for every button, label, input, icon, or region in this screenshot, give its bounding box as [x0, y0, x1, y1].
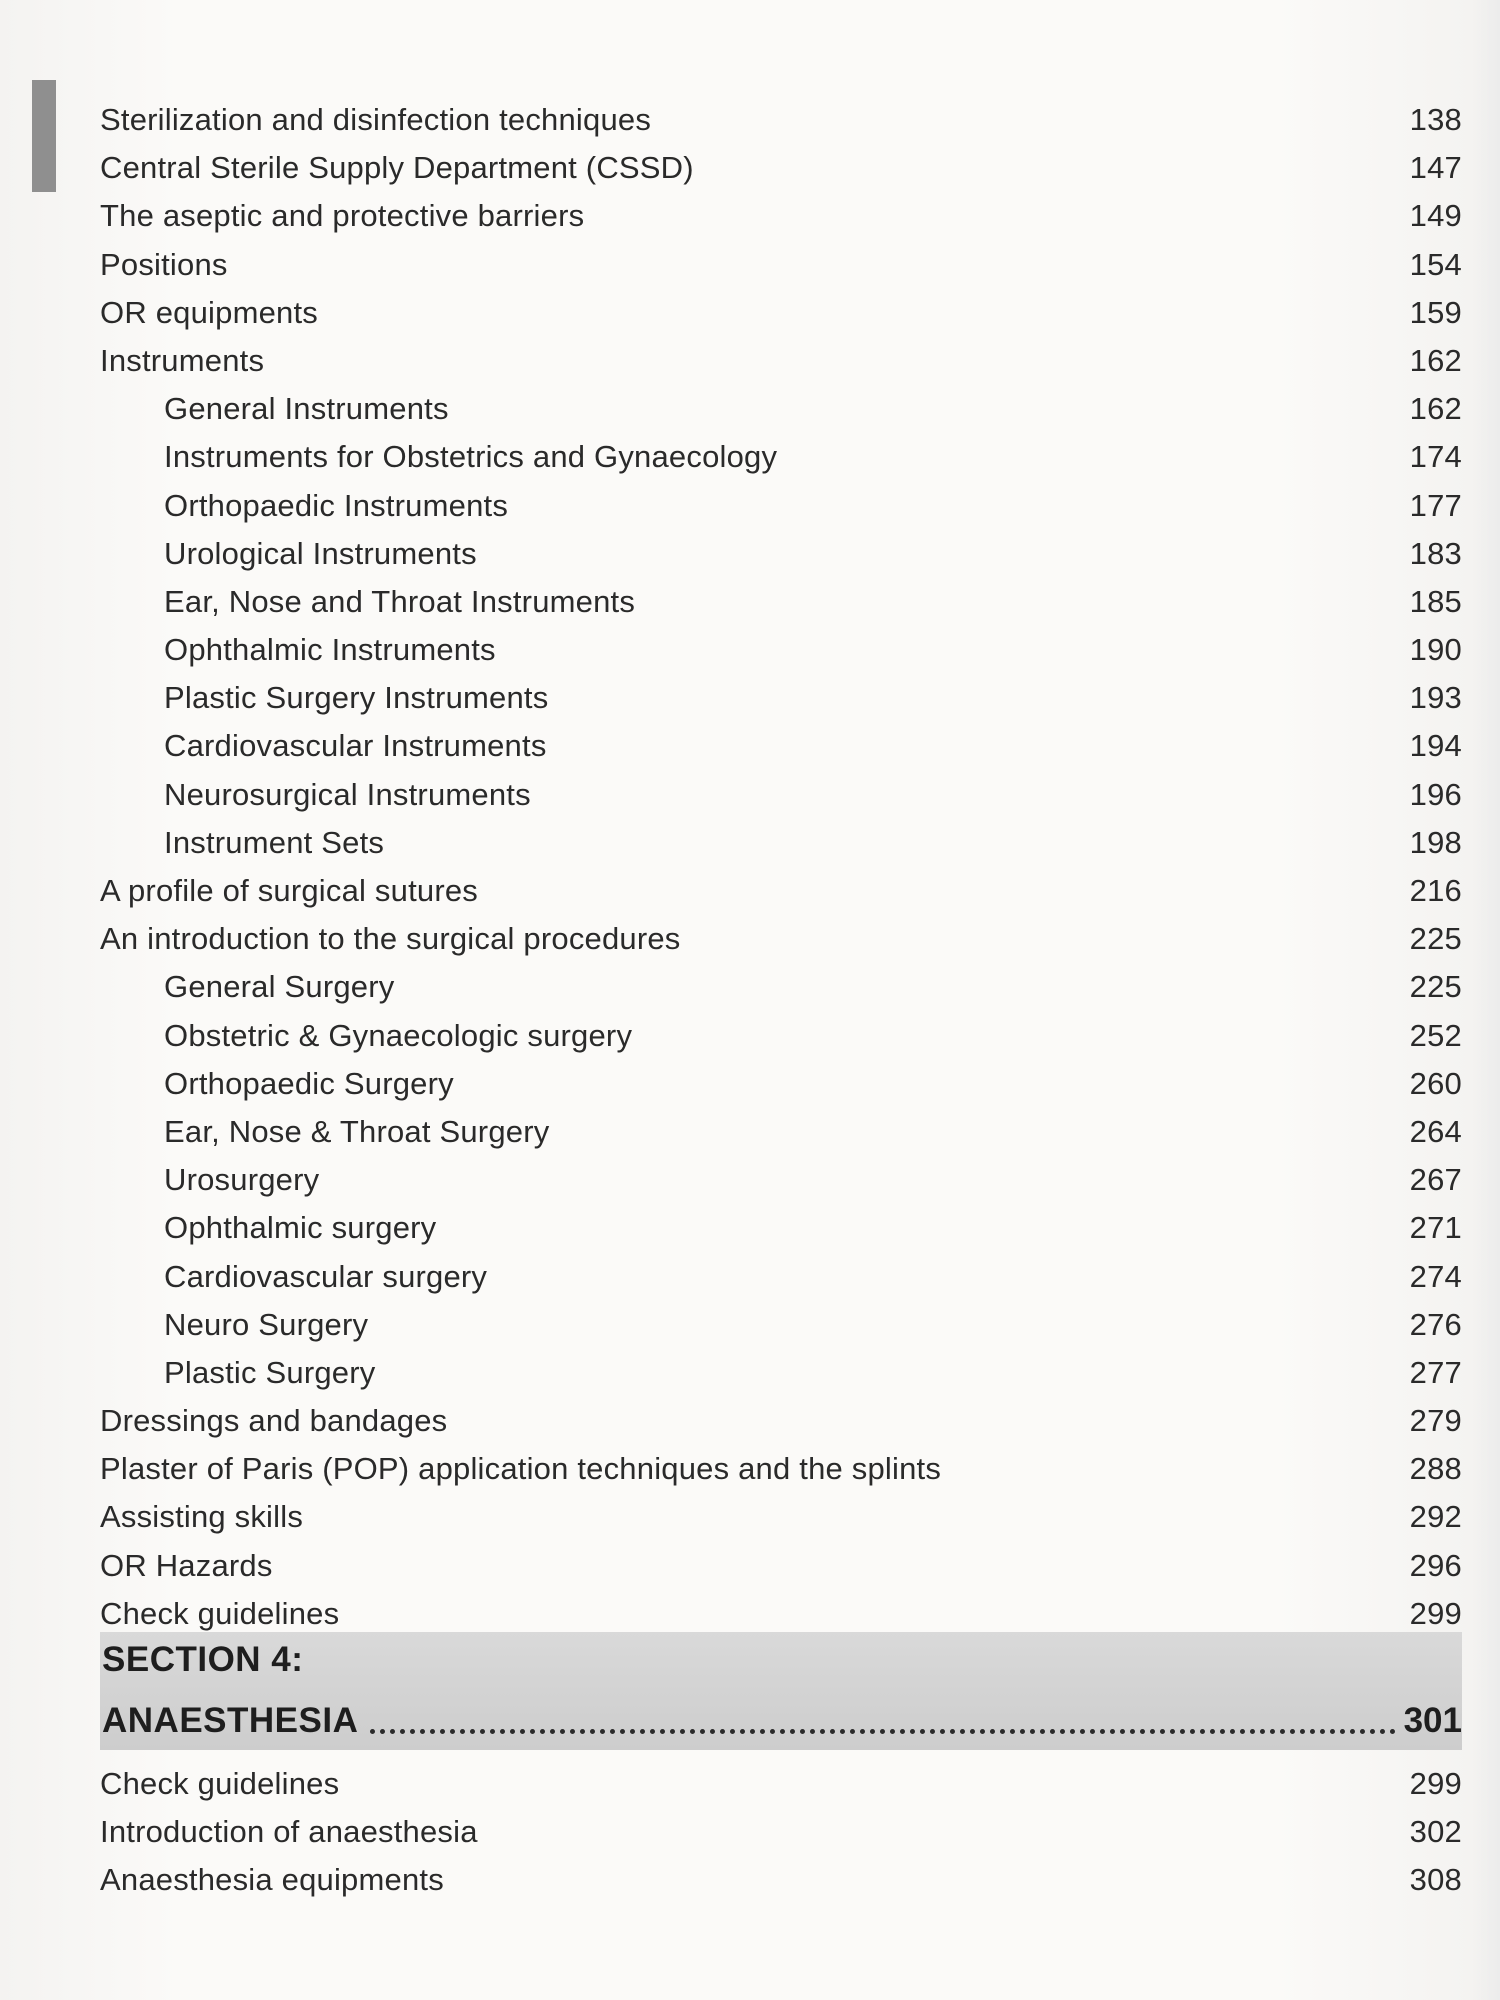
- toc-entry: [100, 1108, 1462, 1156]
- toc-entry: [100, 433, 1462, 481]
- toc-entry-page-number: 154: [1409, 246, 1462, 282]
- toc-entry-title: OR Hazards: [100, 1547, 273, 1583]
- toc-entry: [100, 1349, 1462, 1397]
- toc-entry-page-number: 196: [1409, 776, 1462, 812]
- toc-entry-title: Orthopaedic Surgery: [164, 1065, 454, 1101]
- toc-entry-page-number: 216: [1409, 873, 1462, 908]
- toc-entry-title: Urosurgery: [164, 1162, 320, 1198]
- toc-entry-title: Cardiovascular Instruments: [164, 728, 547, 764]
- toc-entry-title: Central Sterile Supply Department (CSSD): [100, 150, 694, 186]
- toc-entry-title: Dressings and bandages: [100, 1403, 448, 1439]
- section-page-number: 301: [1403, 1701, 1462, 1740]
- toc-entry-title: Urological Instruments: [164, 535, 477, 571]
- section-number-label: SECTION 4:: [102, 1640, 304, 1679]
- toc-entry-page-number: 193: [1409, 680, 1462, 716]
- toc-entry-title: Neurosurgical Instruments: [164, 776, 531, 812]
- toc-entry-title: Plaster of Paris (POP) application techniques and the splints: [100, 1451, 942, 1487]
- toc-entry-page-number: 162: [1409, 391, 1462, 427]
- toc-entry-title: OR equipments: [100, 294, 318, 330]
- toc-entry-title: Positions: [100, 246, 228, 282]
- toc-entry: [100, 1397, 1462, 1445]
- toc-entry-page-number: 198: [1409, 824, 1462, 860]
- toc-entry-title: Ear, Nose & Throat Surgery: [164, 1113, 550, 1149]
- toc-entry: [100, 1445, 1462, 1493]
- dot-leader: [370, 1729, 1395, 1734]
- toc-entry-title: Introduction of anaesthesia: [100, 1814, 478, 1850]
- toc-entry-page-number: 299: [1409, 1766, 1462, 1801]
- toc-entry-page-number: 183: [1409, 535, 1462, 571]
- toc-entry: [100, 1808, 1462, 1856]
- toc-entry-page-number: 162: [1409, 342, 1462, 378]
- toc-entry: [100, 289, 1462, 337]
- toc-entry: [100, 1590, 1462, 1638]
- toc-entry: [100, 1012, 1462, 1060]
- toc-entry-title: Ophthalmic surgery: [164, 1210, 437, 1246]
- toc-entry-title: Instrument Sets: [164, 824, 385, 860]
- toc-entry-title: Ear, Nose and Throat Instruments: [164, 583, 636, 619]
- toc-entry: [100, 1060, 1462, 1108]
- toc-entry-page-number: 276: [1409, 1306, 1462, 1342]
- toc-entry-title: General Instruments: [164, 391, 449, 427]
- toc-entry-page-number: 288: [1409, 1451, 1462, 1487]
- toc-entry-title: Obstetric & Gynaecologic surgery: [164, 1017, 633, 1053]
- section-title-row: [102, 1696, 1462, 1742]
- toc-entry-title: Assisting skills: [100, 1499, 304, 1535]
- toc-entry-page-number: 225: [1409, 969, 1462, 1005]
- toc-entry: [100, 482, 1462, 530]
- toc-entry-page-number: 138: [1409, 102, 1462, 137]
- toc-entry-title: Plastic Surgery: [164, 1354, 376, 1390]
- toc-entry: [100, 626, 1462, 674]
- toc-entry-page-number: 147: [1409, 150, 1462, 186]
- toc-entry: [100, 578, 1462, 626]
- toc-entry-title: Check guidelines: [100, 1595, 340, 1631]
- toc-entry-title: Instruments for Obstetrics and Gynaecology: [164, 439, 778, 475]
- toc-entry: [100, 1493, 1462, 1541]
- toc-entry-page-number: 260: [1409, 1065, 1462, 1101]
- section-heading-banner: [100, 1632, 1462, 1750]
- toc-entry-page-number: 277: [1409, 1354, 1462, 1390]
- toc-entry-page-number: 274: [1409, 1258, 1462, 1294]
- toc-entry-page-number: 174: [1409, 439, 1462, 475]
- section-title: ANAESTHESIA: [102, 1701, 359, 1740]
- toc-entry: [100, 530, 1462, 578]
- toc-entry-page-number: 271: [1409, 1210, 1462, 1246]
- page-edge-shadow: [1472, 0, 1500, 2000]
- toc-entry: [100, 915, 1462, 963]
- toc-entry-page-number: 296: [1409, 1547, 1462, 1583]
- toc-entry-page-number: 177: [1409, 487, 1462, 523]
- toc-entry-title: Plastic Surgery Instruments: [164, 680, 549, 716]
- toc-entry: [100, 337, 1462, 385]
- toc-entry-title: Anaesthesia equipments: [100, 1862, 444, 1898]
- toc-entry: [100, 1301, 1462, 1349]
- toc-entry: [100, 192, 1462, 240]
- toc-entry: [100, 674, 1462, 722]
- toc-entry-page-number: 185: [1409, 583, 1462, 619]
- toc-entry: [100, 1856, 1462, 1904]
- toc-entry: [100, 1760, 1462, 1808]
- toc-entry-page-number: 194: [1409, 728, 1462, 764]
- toc-entry-page-number: 252: [1409, 1017, 1462, 1053]
- toc-entry-page-number: 225: [1409, 921, 1462, 957]
- toc-entry: [100, 1253, 1462, 1301]
- toc-entry: [100, 241, 1462, 289]
- toc-entry-page-number: 190: [1409, 632, 1462, 668]
- toc-entry-page-number: 299: [1409, 1595, 1462, 1631]
- toc-entry-title: Orthopaedic Instruments: [164, 487, 509, 523]
- toc-entry: [100, 1542, 1462, 1590]
- toc-entry: [100, 867, 1462, 915]
- toc-entry: [100, 722, 1462, 770]
- toc-entry: [100, 385, 1462, 433]
- table-of-contents-upper: [100, 96, 1462, 1638]
- toc-entry: [100, 963, 1462, 1011]
- toc-entry-title: General Surgery: [164, 969, 395, 1005]
- toc-entry-title: Check guidelines: [100, 1766, 340, 1801]
- toc-entry-page-number: 279: [1409, 1403, 1462, 1439]
- toc-entry-title: The aseptic and protective barriers: [100, 198, 585, 234]
- toc-entry: [100, 819, 1462, 867]
- toc-entry-page-number: 264: [1409, 1113, 1462, 1149]
- toc-entry-page-number: 302: [1409, 1814, 1462, 1850]
- toc-entry-title: Instruments: [100, 342, 265, 378]
- toc-entry-page-number: 159: [1409, 294, 1462, 330]
- toc-entry-title: Ophthalmic Instruments: [164, 632, 496, 668]
- toc-entry-title: An introduction to the surgical procedures: [100, 921, 681, 957]
- toc-entry: [100, 96, 1462, 144]
- toc-entry-page-number: 267: [1409, 1162, 1462, 1198]
- toc-entry-title: Neuro Surgery: [164, 1306, 369, 1342]
- toc-entry-title: Sterilization and disinfection techniques: [100, 102, 652, 137]
- toc-entry: [100, 1204, 1462, 1252]
- toc-entry-page-number: 149: [1409, 198, 1462, 234]
- toc-entry-title: A profile of surgical sutures: [100, 873, 478, 908]
- margin-tab-marker: [32, 80, 56, 192]
- toc-entry: [100, 771, 1462, 819]
- toc-entry: [100, 144, 1462, 192]
- table-of-contents-lower: [100, 1760, 1462, 1905]
- toc-entry-page-number: 308: [1409, 1862, 1462, 1898]
- toc-entry-page-number: 292: [1409, 1499, 1462, 1535]
- toc-entry-title: Cardiovascular surgery: [164, 1258, 488, 1294]
- toc-entry: [100, 1156, 1462, 1204]
